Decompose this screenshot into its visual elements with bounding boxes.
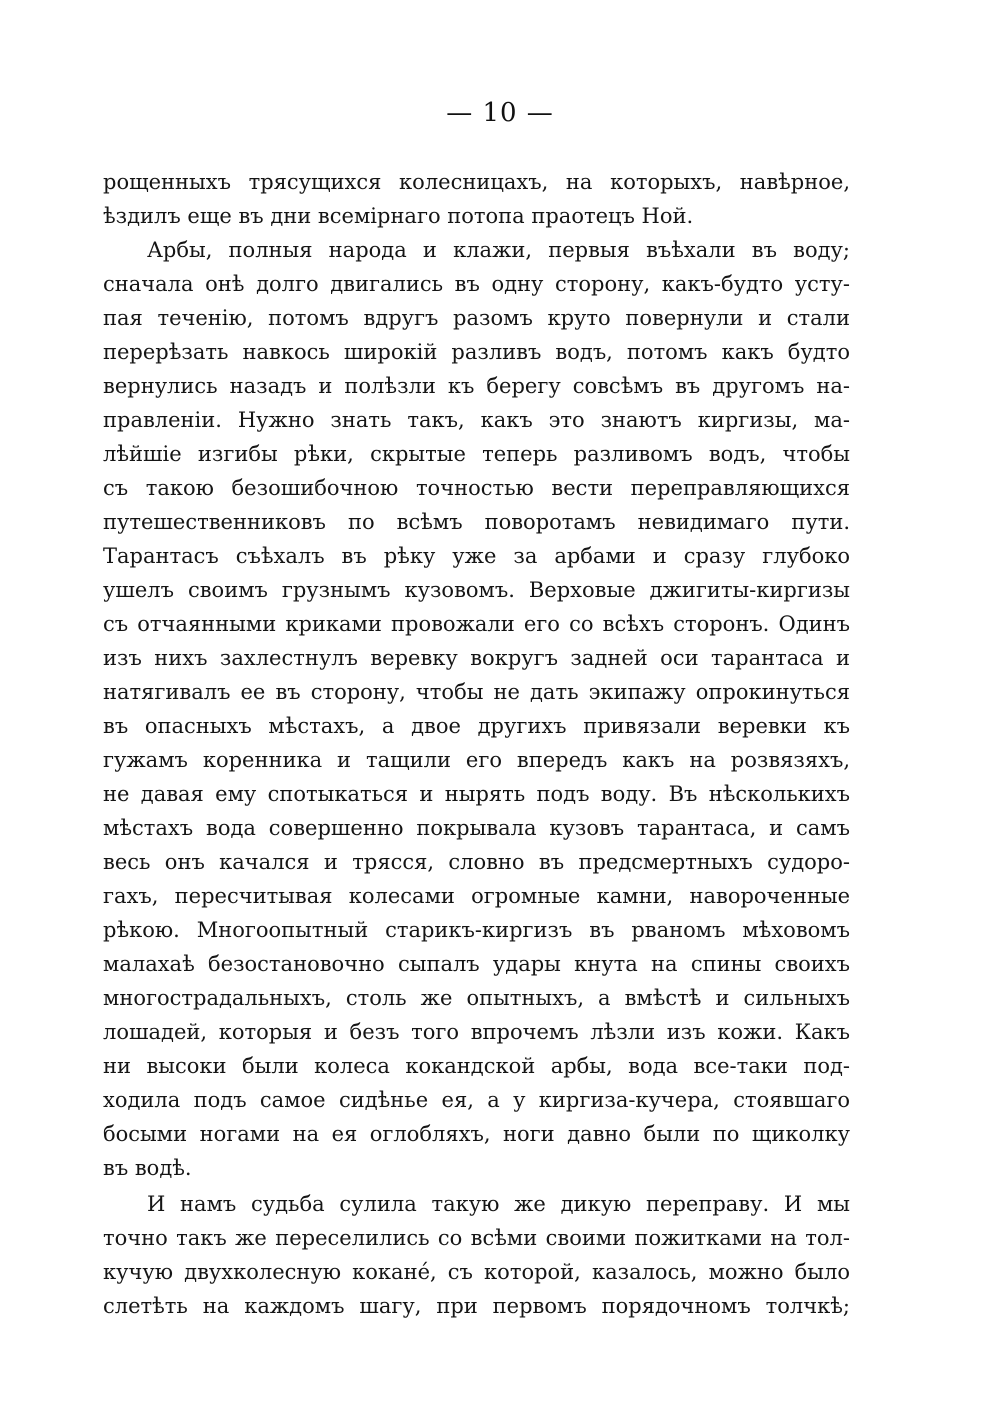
text-line: И намъ судьба сулила такую же дикую переправу. И мы	[147, 1192, 850, 1216]
text-line: ушелъ своимъ грузнымъ кузовомъ. Верховые джигиты-киргизы	[103, 578, 850, 602]
text-line: не давая ему спотыкаться и нырять подъ воду. Въ нѣсколькихъ	[103, 782, 850, 806]
text-line: сначала онѣ долго двигались въ одну сторону, какъ-будто усту-	[103, 272, 850, 296]
text-line: Арбы, полныя народа и клажи, первыя въѣхали въ воду;	[147, 238, 850, 262]
text-line: правленiи. Нужно знать такъ, какъ это знаютъ киргизы, ма-	[103, 408, 850, 432]
text-line: пая теченiю, потомъ вдругъ разомъ круто повернули и стали	[103, 306, 850, 330]
text-line: гужамъ коренника и тащили его впередъ какъ на розвязяхъ,	[103, 748, 850, 772]
text-line: натягивалъ ее въ сторону, чтобы не дать экипажу опрокинуться	[103, 680, 850, 704]
text-line: мѣстахъ вода совершенно покрывала кузовъ тарантаса, и самъ	[103, 816, 850, 840]
text-line: лошадей, которыя и безъ того впрочемъ лѣзли изъ кожи. Какъ	[103, 1020, 850, 1044]
text-line: перерѣзать навкось широкiй разливъ водъ, потомъ какъ будто	[103, 340, 850, 364]
text-line: слетѣть на каждомъ шагу, при первомъ порядочномъ толчкѣ;	[103, 1294, 850, 1318]
text-line: кучую двухколесную коканé, съ которой, казалось, можно было	[103, 1260, 850, 1284]
text-line: Тарантасъ съѣхалъ въ рѣку уже за арбами и сразу глубоко	[103, 544, 850, 568]
text-line: многострадальныхъ, столь же опытныхъ, а вмѣстѣ и сильныхъ	[103, 986, 850, 1010]
text-line: съ такою безошибочною точностью вести переправляющихся	[103, 476, 850, 500]
text-line: изъ нихъ захлестнулъ веревку вокругъ задней оси тарантаса и	[103, 646, 850, 670]
text-line: босыми ногами на ея оглобляхъ, ноги давно были по щиколку	[103, 1122, 850, 1146]
text-line: въ водѣ.	[103, 1156, 192, 1180]
page-number: — 10 —	[446, 98, 554, 128]
text-line: лѣйшiе изгибы рѣки, скрытые теперь разливомъ водъ, чтобы	[103, 442, 850, 466]
text-line: рощенныхъ трясущихся колесницахъ, на которыхъ, навѣрное,	[103, 170, 850, 194]
text-line: малахаѣ безостановочно сыпалъ удары кнута на спины своихъ	[103, 952, 850, 976]
body-text	[103, 165, 850, 1323]
text-line: ни высоки были колеса кокандской арбы, вода все-таки под-	[103, 1054, 850, 1078]
text-line: гахъ, пересчитывая колесами огромные камни, навороченные	[103, 884, 850, 908]
text-line: путешественниковъ по всѣмъ поворотамъ невидимаго пути.	[103, 510, 850, 534]
text-line: точно такъ же переселились со всѣми своими пожитками на тол-	[103, 1226, 850, 1250]
text-line: съ отчаянными криками провожали его со всѣхъ сторонъ. Одинъ	[103, 612, 850, 636]
text-line: ходила подъ самое сидѣнье ея, а у киргиза-кучера, стоявшаго	[103, 1088, 850, 1112]
text-line: въ опасныхъ мѣстахъ, а двое другихъ привязали веревки къ	[103, 714, 850, 738]
text-line: весь онъ качался и трясся, словно въ предсмертныхъ судоро-	[103, 850, 850, 874]
text-line: вернулись назадъ и полѣзли къ берегу совсѣмъ въ другомъ на-	[103, 374, 850, 398]
text-line: рѣкою. Многоопытный старикъ-киргизъ въ рваномъ мѣховомъ	[103, 918, 850, 942]
text-line: ѣздилъ еще въ дни всемiрнаго потопа праотецъ Ной.	[103, 204, 694, 228]
